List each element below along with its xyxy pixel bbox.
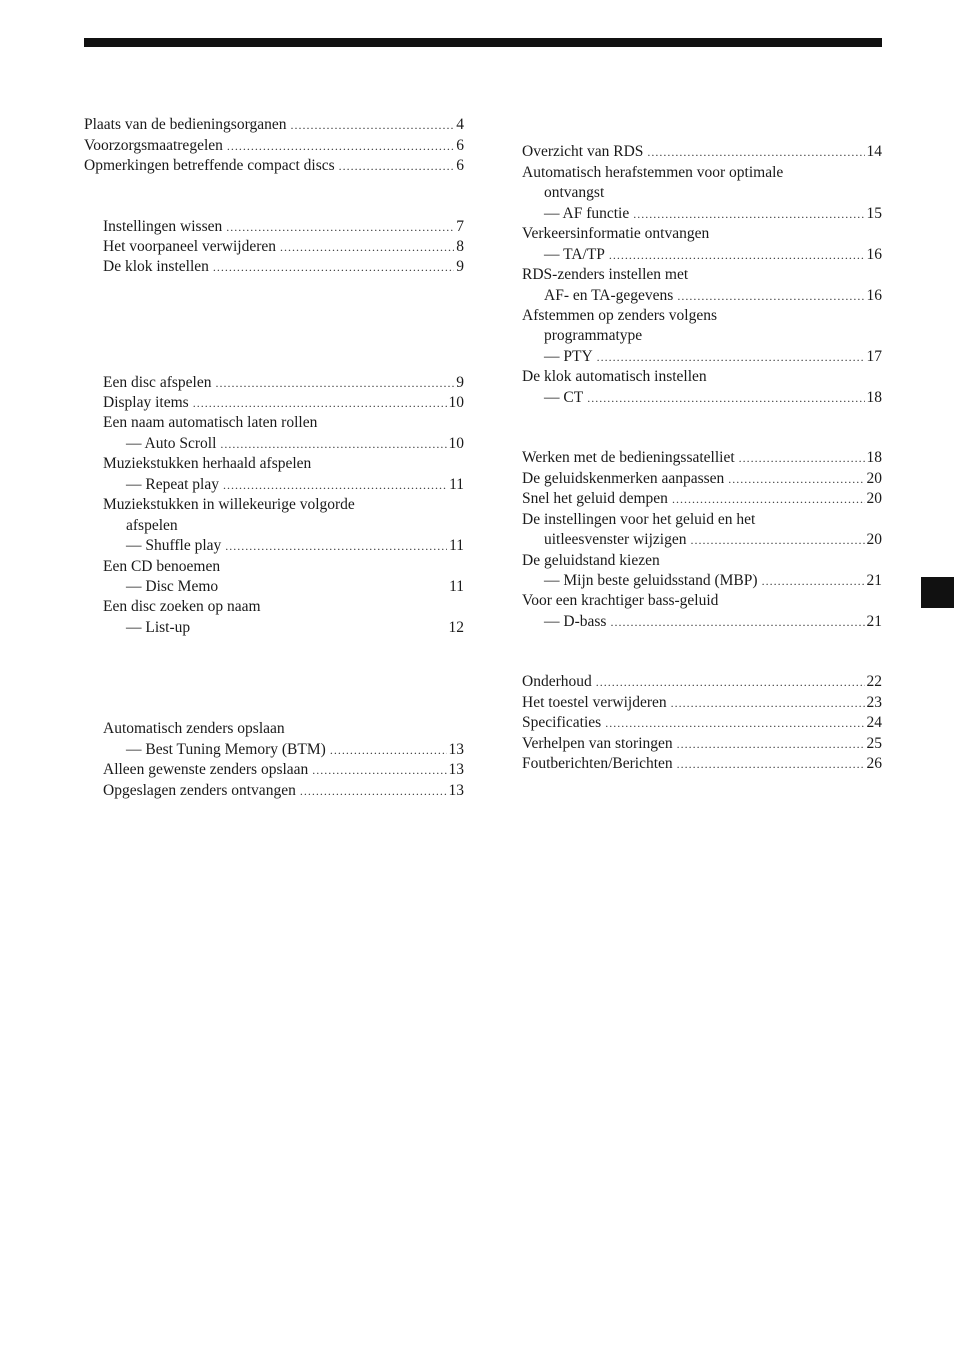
toc-page-number: 23 [866, 694, 882, 711]
toc-entry-title: — AF functie [544, 205, 630, 222]
toc-entry [522, 142, 882, 162]
toc-page-number: 20 [866, 490, 882, 507]
toc-page-number: 12 [448, 619, 464, 636]
dot-leader [762, 571, 865, 591]
toc-page-number: 13 [448, 761, 464, 778]
toc-entry-title: De klok instellen [103, 258, 209, 275]
toc-page-number: 6 [456, 137, 464, 154]
toc-entry-title: Instellingen wissen [103, 218, 223, 235]
toc-entry-title: — CT [544, 389, 584, 406]
toc-entry-title: — Auto Scroll [126, 435, 217, 452]
toc-entry-title: De klok automatisch instellen [522, 368, 707, 385]
toc-entry-title: Voor een krachtiger bass-geluid [522, 592, 719, 609]
toc-entry [522, 448, 882, 468]
toc-entry-title: — Repeat play [126, 476, 219, 493]
dot-leader [215, 373, 454, 393]
toc-entry [522, 754, 882, 774]
toc-page-number: 22 [866, 673, 882, 690]
toc-page-number: 6 [456, 157, 464, 174]
toc-entry-title: Muziekstukken herhaald afspelen [103, 455, 312, 472]
dot-leader [647, 142, 864, 162]
dot-leader [609, 245, 865, 265]
toc-page-number: 20 [866, 531, 882, 548]
toc-entry-title: Het voorpaneel verwijderen [103, 238, 277, 255]
toc-entry [103, 454, 464, 474]
toc-page-number: 7 [456, 218, 464, 235]
toc-entry-title: — TA/TP [544, 246, 605, 263]
toc-entry [103, 413, 464, 433]
toc-page-number: 11 [449, 476, 464, 493]
dot-leader [610, 612, 864, 632]
toc-page-number: 14 [866, 143, 882, 160]
toc-entry-title: ontvangst [544, 184, 605, 201]
toc-entry [522, 734, 882, 754]
dot-leader [225, 536, 447, 556]
toc-entry [544, 571, 882, 591]
toc-entry [522, 551, 882, 571]
toc-entry [126, 434, 464, 454]
toc-entry [544, 204, 882, 224]
toc-entry-title: programmatype [544, 327, 643, 344]
toc-entry-title: uitleesvenster wijzigen [544, 531, 687, 548]
toc-page-number: 9 [456, 374, 464, 391]
section-tab-marker [921, 577, 954, 608]
dot-leader [213, 257, 454, 277]
toc-entry-title: Een disc afspelen [103, 374, 212, 391]
toc-entry [103, 237, 464, 257]
toc-entry [522, 672, 882, 692]
toc-entry-title: Specificaties [522, 714, 602, 731]
toc-page-number: 10 [448, 394, 464, 411]
toc-entry-title: Snel het geluid dempen [522, 490, 668, 507]
toc-entry-title: De geluidstand kiezen [522, 552, 660, 569]
toc-entry-title: Afstemmen op zenders volgens [522, 307, 717, 324]
toc-entry [522, 265, 882, 285]
toc-page-number: 16 [866, 287, 882, 304]
toc-page-number: 16 [866, 246, 882, 263]
toc-entry-title: Muziekstukken in willekeurige volgorde [103, 496, 355, 513]
dot-leader [672, 489, 865, 509]
toc-entry-title: Verhelpen van storingen [522, 735, 673, 752]
toc-entry [544, 183, 882, 203]
dot-leader [227, 136, 454, 156]
toc-entry [544, 388, 882, 408]
toc-entry-title: Een disc zoeken op naam [103, 598, 261, 615]
toc-entry-title: Plaats van de bedieningsorganen [84, 116, 287, 133]
toc-entry [544, 612, 882, 632]
toc-page-number: 17 [866, 348, 882, 365]
toc-entry-title: — Disc Memo [126, 578, 219, 595]
dot-leader [280, 237, 454, 257]
toc-entry-title: Automatisch herafstemmen voor optimale [522, 164, 784, 181]
toc-entry [522, 591, 882, 611]
toc-page-number: 11 [449, 537, 464, 554]
toc-page-number: 4 [456, 116, 464, 133]
toc-entry [103, 557, 464, 577]
dot-leader [312, 760, 446, 780]
toc-entry [103, 257, 464, 277]
toc-entry-title: — Shuffle play [126, 537, 222, 554]
toc-entry [84, 156, 464, 176]
dot-leader [339, 156, 455, 176]
toc-page-number: 13 [448, 782, 464, 799]
toc-entry [522, 367, 882, 387]
dot-leader [677, 754, 865, 774]
toc-entry-title: Een naam automatisch laten rollen [103, 414, 318, 431]
toc-entry [126, 475, 464, 495]
toc-page-number: 9 [456, 258, 464, 275]
toc-entry [103, 373, 464, 393]
toc-page-number: 13 [448, 741, 464, 758]
toc-page-number: 18 [866, 389, 882, 406]
toc-page-number: 25 [866, 735, 882, 752]
toc-entry-title: Een CD benoemen [103, 558, 221, 575]
toc-entry [103, 781, 464, 801]
toc-entry-title: Onderhoud [522, 673, 592, 690]
toc-entry [126, 577, 464, 597]
dot-leader [671, 693, 865, 713]
toc-entry [103, 393, 464, 413]
toc-entry [103, 217, 464, 237]
toc-entry [126, 618, 464, 638]
toc-entry [544, 245, 882, 265]
toc-entry [522, 693, 882, 713]
toc-entry-title: Automatisch zenders opslaan [103, 720, 285, 737]
toc-entry-title: De geluidskenmerken aanpassen [522, 470, 725, 487]
toc-entry-title: AF- en TA-gegevens [544, 287, 674, 304]
toc-entry-title: De instellingen voor het geluid en het [522, 511, 756, 528]
toc-entry [522, 224, 882, 244]
toc-entry [103, 719, 464, 739]
toc-page-number: 21 [866, 572, 882, 589]
dot-leader [728, 469, 864, 489]
dot-leader [739, 448, 865, 468]
toc-entry-title: — PTY [544, 348, 593, 365]
toc-entry-title: Werken met de bedieningssatelliet [522, 449, 735, 466]
toc-entry [103, 597, 464, 617]
dot-leader [677, 734, 865, 754]
toc-entry-title: — List-up [126, 619, 191, 636]
toc-entry [544, 326, 882, 346]
toc-entry-title: Foutberichten/Berichten [522, 755, 673, 772]
dot-leader [223, 475, 447, 495]
dot-leader [690, 530, 864, 550]
toc-entry [544, 530, 882, 550]
toc-entry-title: Overzicht van RDS [522, 143, 644, 160]
toc-entry [126, 516, 464, 536]
toc-entry [544, 347, 882, 367]
dot-leader [597, 347, 865, 367]
toc-entry [522, 510, 882, 530]
toc-entry-title: Opmerkingen betreffende compact discs [84, 157, 335, 174]
toc-entry-title: afspelen [126, 517, 178, 534]
toc-entry-title: Display items [103, 394, 189, 411]
dot-leader [290, 115, 454, 135]
toc-entry-title: — Best Tuning Memory (BTM) [126, 741, 326, 758]
toc-entry-title: Alleen gewenste zenders opslaan [103, 761, 309, 778]
dot-leader [677, 286, 864, 306]
toc-entry-title: Opgeslagen zenders ontvangen [103, 782, 296, 799]
toc-entry-title: — Mijn beste geluidsstand (MBP) [544, 572, 758, 589]
toc-entry-title: RDS-zenders instellen met [522, 266, 689, 283]
toc-page-number: 8 [456, 238, 464, 255]
toc-page-number: 11 [449, 578, 464, 595]
dot-leader [596, 672, 865, 692]
toc-entry-title: Verkeersinformatie ontvangen [522, 225, 710, 242]
dot-leader [330, 740, 447, 760]
dot-leader [605, 713, 864, 733]
toc-entry [84, 115, 464, 135]
toc-entry [126, 740, 464, 760]
toc-entry [522, 469, 882, 489]
toc-page-number: 15 [866, 205, 882, 222]
toc-entry [544, 286, 882, 306]
toc-entry-title: — D-bass [544, 613, 607, 630]
dot-leader [633, 204, 864, 224]
toc-page-number: 26 [866, 755, 882, 772]
toc-entry [103, 760, 464, 780]
toc-entry [522, 713, 882, 733]
dot-leader [220, 434, 446, 454]
toc-entry [126, 536, 464, 556]
dot-leader [193, 393, 447, 413]
toc-page-number: 18 [866, 449, 882, 466]
toc-entry-title: Het toestel verwijderen [522, 694, 667, 711]
toc-entry [522, 306, 882, 326]
toc-entry-title: Voorzorgsmaatregelen [84, 137, 223, 154]
dot-leader [587, 388, 864, 408]
toc-entry [522, 163, 882, 183]
toc-page-number: 24 [866, 714, 882, 731]
toc-entry [84, 136, 464, 156]
dot-leader [300, 781, 447, 801]
toc-page-number: 10 [448, 435, 464, 452]
toc-page-number: 20 [866, 470, 882, 487]
toc-entry [103, 495, 464, 515]
dot-leader [226, 217, 454, 237]
top-rule [84, 38, 882, 47]
toc-page-number: 21 [866, 613, 882, 630]
toc-entry [522, 489, 882, 509]
